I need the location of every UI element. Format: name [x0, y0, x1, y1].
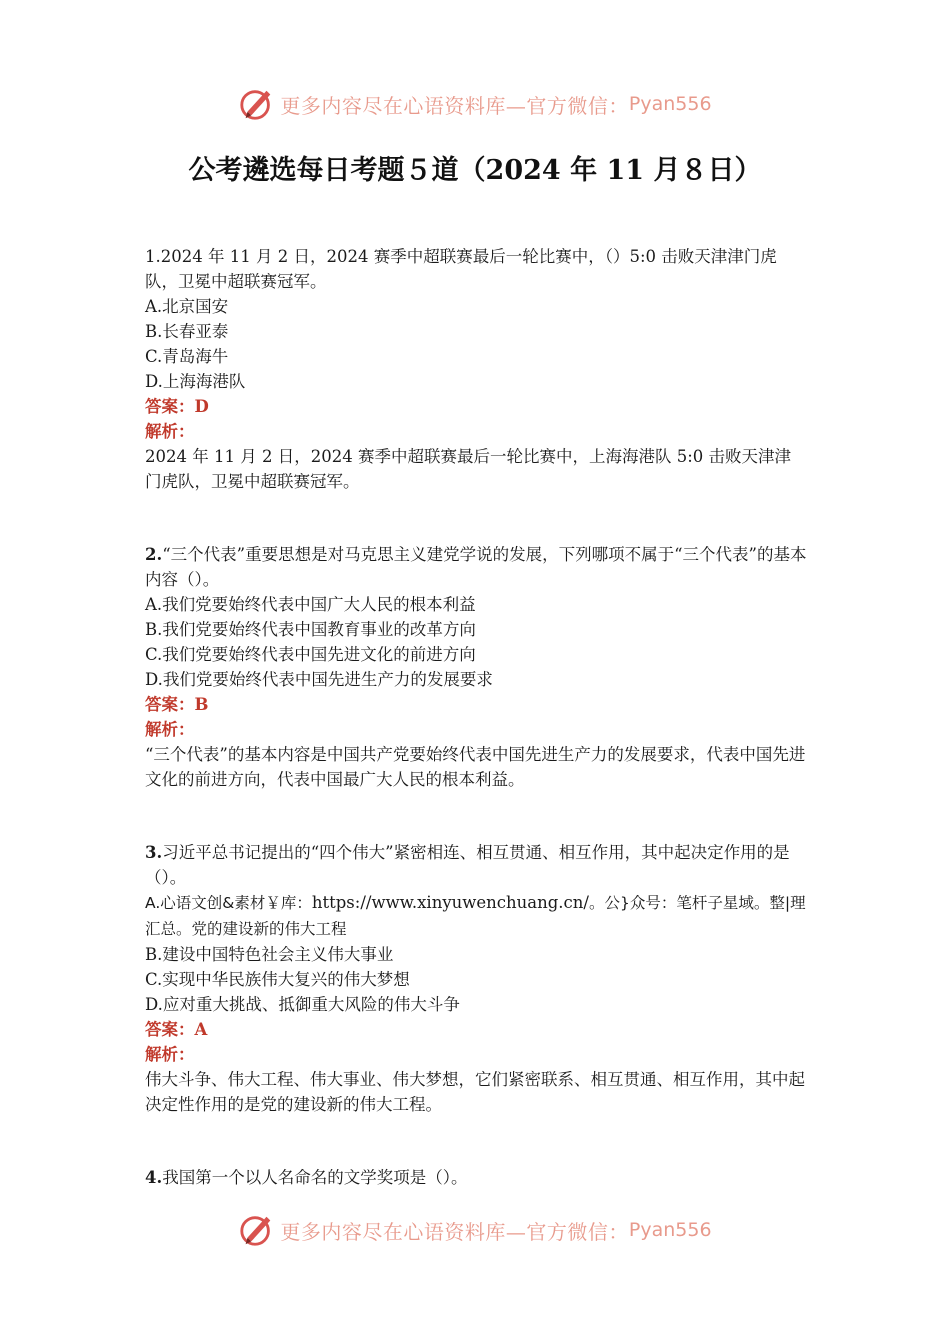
- option-a: [145, 890, 807, 942]
- option-c: C.实现中华民族伟大复兴的伟大梦想: [145, 970, 410, 989]
- question-number: 1.: [145, 247, 161, 266]
- answer-label: 答案：: [145, 397, 195, 416]
- banner-text: 更多内容尽在心语资料库—官方微信：: [280, 1219, 629, 1244]
- answer-line: [145, 1017, 807, 1042]
- option-a: A.北京国安: [145, 297, 229, 316]
- option-d: D.我们党要始终代表中国先进生产力的发展要求: [145, 670, 493, 689]
- analysis-label: 解析：: [145, 422, 195, 441]
- analysis-text: 伟大斗争、伟大工程、伟大事业、伟大梦想，它们紧密联系、相互贯通、相互作用，其中起决定性作用的是党的建设新的伟大工程。: [145, 1070, 805, 1114]
- analysis-label: 解析：: [145, 720, 195, 739]
- option-b: B.长春亚泰: [145, 322, 229, 341]
- question-text: “三个代表”重要思想是对马克思主义建党学说的发展，下列哪项不属于“三个代表”的基本内容（）。: [145, 545, 807, 589]
- option-c: C.青岛海牛: [145, 347, 229, 366]
- question-number: 2.: [145, 545, 163, 564]
- question-stem: [145, 840, 807, 890]
- question-number: 4.: [145, 1168, 163, 1187]
- question-list: [145, 244, 807, 1238]
- question-stem: [145, 244, 807, 294]
- answer-value: A: [194, 1020, 208, 1039]
- option-b: B.建设中国特色社会主义伟大事业: [145, 945, 394, 964]
- option-c: C.我们党要始终代表中国先进文化的前进方向: [145, 645, 476, 664]
- option-b: B.我们党要始终代表中国教育事业的改革方向: [145, 620, 476, 639]
- question-text: 我国第一个以人名命名的文学奖项是（）。: [162, 1168, 468, 1187]
- option-a-tail: 。公}众号：笔杆子星域。整|理汇总。党的建设新的伟大工程: [145, 894, 806, 938]
- option-a-prefix: A.心语文创&素材￥库：: [145, 894, 312, 912]
- answer-label: 答案：: [145, 1020, 195, 1039]
- banner-text: 更多内容尽在心语资料库—官方微信：: [280, 93, 629, 118]
- pen-logo-icon: [238, 1211, 276, 1249]
- question-text: 2024 年 11 月 2 日，2024 赛季中超联赛最后一轮比赛中，（）5:0 击败天津津门虎队，卫冕中超联赛冠军。: [145, 247, 777, 291]
- question-3: [145, 840, 807, 1117]
- analysis-label: 解析：: [145, 1045, 195, 1064]
- question-2: [145, 542, 807, 792]
- answer-line: [145, 692, 807, 717]
- question-text: 习近平总书记提出的“四个伟大”紧密相连、相互贯通、相互作用，其中起决定作用的是（）。: [145, 843, 790, 887]
- pen-logo-icon: [238, 85, 276, 123]
- answer-line: [145, 394, 807, 419]
- option-a-url: https://www.xinyuwenchuang.cn/: [311, 893, 589, 912]
- question-stem: [145, 542, 807, 592]
- footer-watermark-banner: [0, 1208, 950, 1252]
- question-1: [145, 244, 807, 494]
- option-a: A.我们党要始终代表中国广大人民的根本利益: [145, 595, 476, 614]
- answer-value: B: [194, 695, 209, 714]
- page-title: 公考遴选每日考题５道（2024 年 11 月８日）: [188, 155, 762, 186]
- header-watermark-banner: [0, 82, 950, 126]
- answer-label: 答案：: [145, 695, 195, 714]
- analysis-text: “三个代表”的基本内容是中国共产党要始终代表中国先进生产力的发展要求，代表中国先进文化的前进方向，代表中国最广大人民的根本利益。: [145, 745, 806, 789]
- question-4: [145, 1165, 807, 1190]
- option-d: D.上海海港队: [145, 372, 246, 391]
- answer-value: D: [194, 397, 209, 416]
- analysis-text: 2024 年 11 月 2 日，2024 赛季中超联赛最后一轮比赛中，上海海港队 5:0 击败天津津门虎队，卫冕中超联赛冠军。: [145, 447, 791, 491]
- question-number: 3.: [145, 843, 163, 862]
- question-stem: [145, 1165, 807, 1190]
- option-d: D.应对重大挑战、抵御重大风险的伟大斗争: [145, 995, 460, 1014]
- banner-wechat-id: Pyan556: [628, 93, 712, 115]
- banner-wechat-id: Pyan556: [628, 1219, 712, 1241]
